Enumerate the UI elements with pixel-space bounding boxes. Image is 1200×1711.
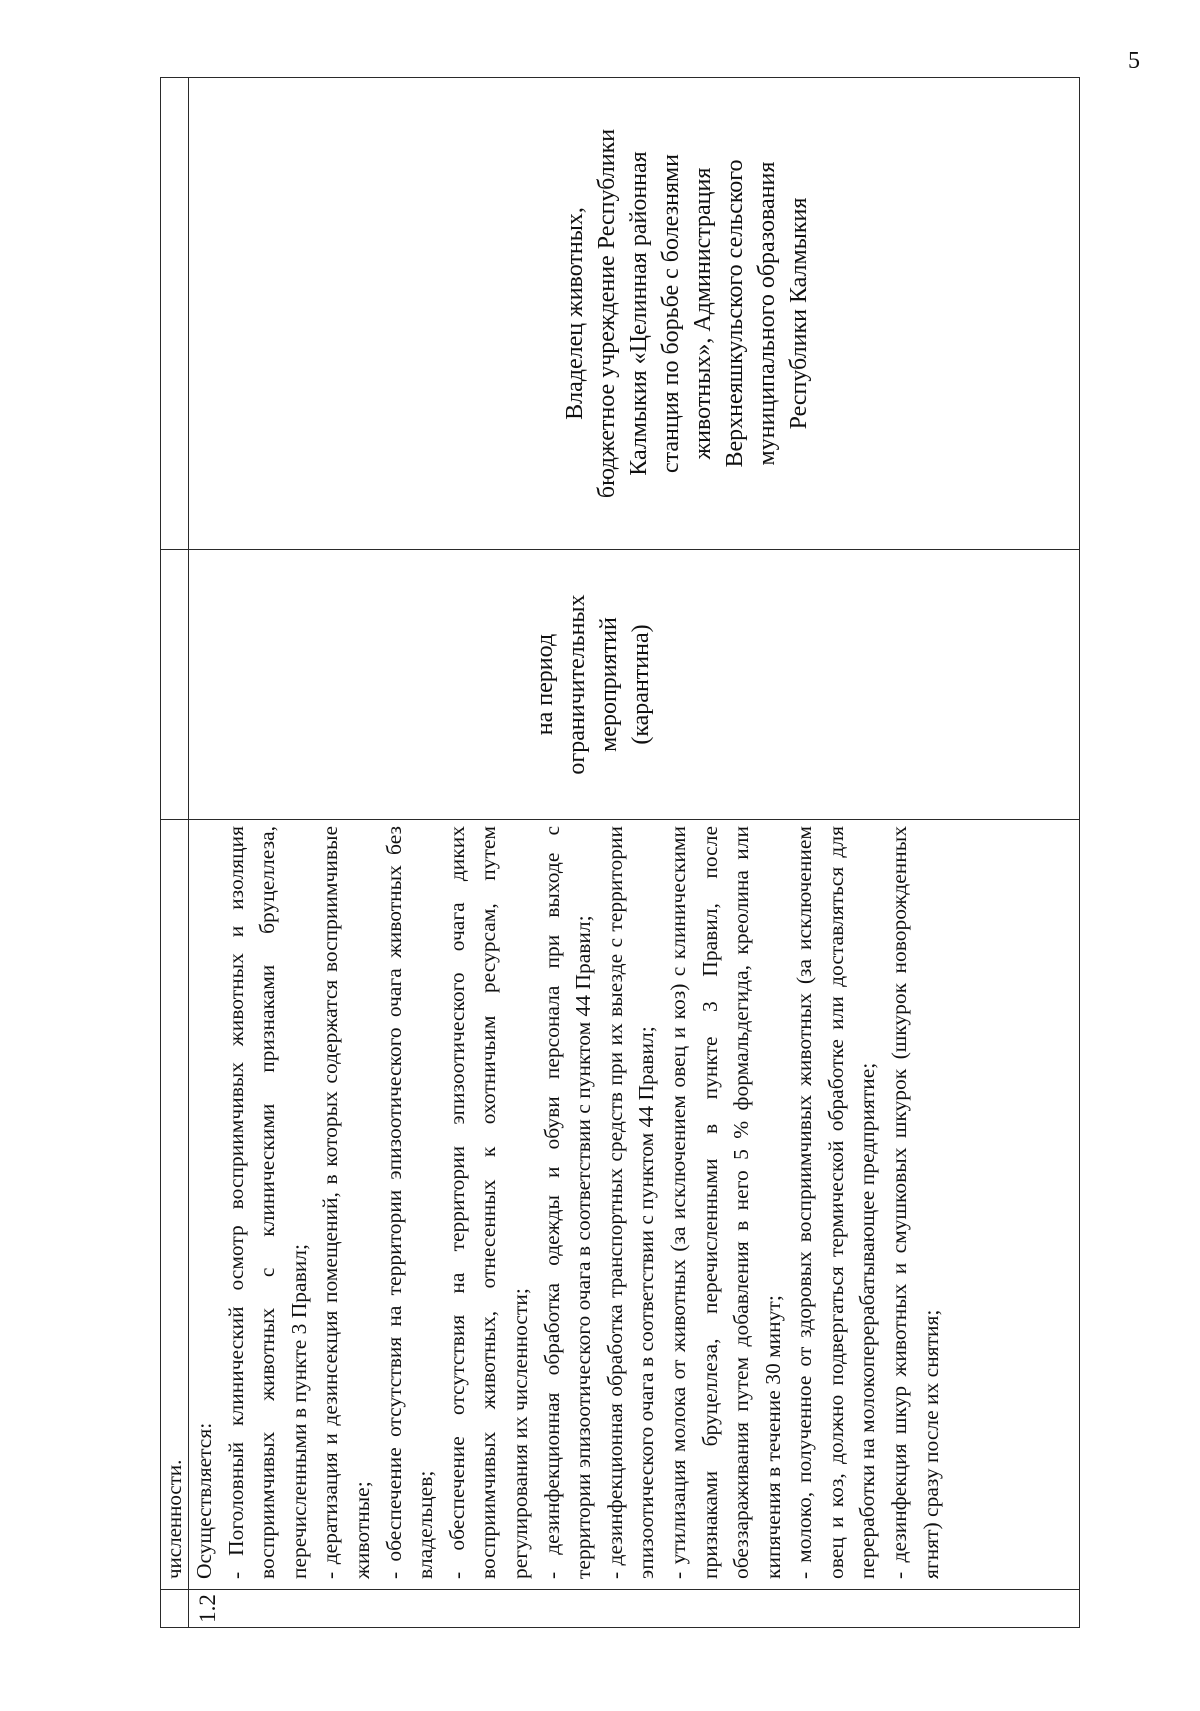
responsible-line: бюджетное учреждение Республики (594, 128, 620, 499)
responsible-line: муниципального образования (754, 161, 780, 466)
responsible-line: Калмыкия «Целинная районная (626, 151, 652, 476)
cell-number-top (161, 1590, 189, 1628)
action-item: - молоко, полученное от здоровых восприимчивых животных (за исключением овец и коз, должно подвергаться термической обработке или доставляться для переработки на молокоперерабатывающее предприятие; (792, 826, 880, 1579)
cell-actions (189, 820, 1080, 1590)
responsible-text (189, 78, 815, 549)
cell-actions-top (161, 820, 189, 1590)
term-line: (карантина) (628, 624, 654, 745)
responsible-line: Республики Калмыкия (786, 197, 812, 430)
responsible-line: станция по борьбе с болезнями (658, 153, 684, 474)
table-row-continuation (161, 78, 189, 1628)
action-item: - дератизация и дезинсекция помещений, в которых содержатся восприимчивые животные; (318, 826, 374, 1579)
action-item: - обеспечение отсутствия на территории эпизоотического очага животных без владельцев; (381, 826, 438, 1579)
action-item: - утилизация молока от животных (за исключением овец и коз) с клиническими признаками бруцеллеза, перечисленными в пункте 3 Правил, после обеззараживания путем добавления в него 5 % формальдегида, креолина или кипячения в течение 30 минут; (665, 826, 785, 1579)
responsible-line: Верхнеяшкульского сельского (722, 159, 748, 468)
term-line: на период (532, 633, 558, 736)
action-item: - дезинфекционная обработка одежды и обуви персонала при выходе с территории эпизоотического очага в соответствии с пунктом 44 Правил; (539, 826, 596, 1579)
action-item: - дезинфекционная обработка транспортных средств при их выезде с территории эпизоотического очага в соответствии с пунктом 44 Правил; (602, 826, 659, 1579)
cell-term (189, 550, 1080, 820)
action-item: - дезинфекция шкур животных и смушковых шкурок (шкурок новорожденных ягнят) сразу после их снятия; (887, 826, 943, 1579)
cell-responsible (189, 78, 1080, 550)
action-item: - Поголовный клинический осмотр восприимчивых животных и изоляция восприимчивых животных с клиническими признаками бруцеллеза, перечисленными в пункте 3 Правил; (223, 826, 311, 1579)
actions-list (189, 820, 947, 1589)
action-item: - обеспечение отсутствия на территории эпизоотического очага диких восприимчивых животных, отнесенных к охотничьим ресурсам, путем регулирования их численности; (444, 826, 532, 1579)
actions-heading: Осуществляется: (192, 1422, 216, 1579)
cell-term-top (161, 550, 189, 820)
row-number: 1.2 (195, 1594, 220, 1623)
cell-responsible-top (161, 78, 189, 550)
responsible-line: Владелец животных, (562, 207, 588, 420)
term-line: мероприятий (596, 617, 622, 752)
term-line: ограничительных (564, 594, 590, 775)
rotated-table-container (160, 78, 1080, 1628)
continuation-text: численности. (162, 1459, 186, 1579)
responsible-line: животных», Администрация (690, 167, 716, 460)
table-row-1-2 (189, 78, 1080, 1628)
measures-table (160, 77, 1080, 1628)
cell-number (189, 1590, 1080, 1628)
term-text (189, 550, 657, 819)
page-number: 5 (1128, 48, 1140, 74)
